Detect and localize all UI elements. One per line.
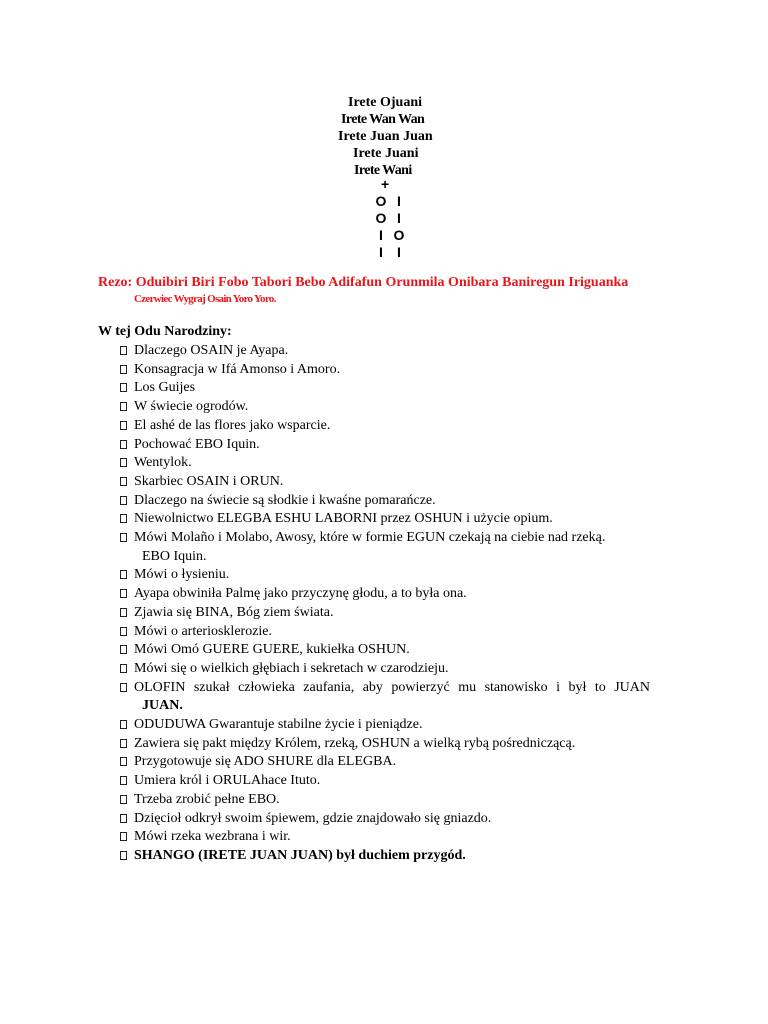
list-item: Pochować EBO Iquin. — [120, 436, 650, 455]
odu-sign-plus: + — [381, 176, 390, 192]
list-item: Mówi o arteriosklerozie. — [120, 623, 650, 642]
list-item: Konsagracja w Ifá Amonso i Amoro. — [120, 361, 650, 380]
list-item: ODUDUWA Gwarantuje stabilne życie i pieniądze. — [120, 716, 650, 735]
list-item: Trzeba zrobić pełne EBO. — [120, 791, 650, 810]
title-irete-wani: Irete Wani — [354, 163, 412, 178]
checkbox-glyph-icon — [120, 346, 127, 355]
list-item: Wentylok. — [120, 454, 650, 473]
odu-sign-row — [372, 193, 408, 209]
list-item-continuation: JUAN. — [142, 698, 183, 714]
checkbox-glyph-icon — [120, 458, 127, 467]
births-list — [120, 342, 650, 866]
checkbox-glyph-icon — [120, 608, 127, 617]
checkbox-glyph-icon — [120, 365, 127, 374]
list-item: Umiera król i ORULAhace Ituto. — [120, 772, 650, 791]
odu-sign-mark: O — [375, 193, 387, 209]
list-item: Mówi rzeka wezbrana i wir. — [120, 828, 650, 847]
checkbox-glyph-icon — [120, 720, 127, 729]
list-item: Mówi o łysieniu. — [120, 566, 650, 585]
checkbox-glyph-icon — [120, 851, 127, 860]
checkbox-glyph-icon — [120, 477, 127, 486]
list-item: Mówi Omó GUERE GUERE, kukiełka OSHUN. — [120, 641, 650, 660]
title-irete-juani: Irete Juani — [353, 146, 419, 161]
list-item-continuation: EBO Iquin. — [142, 548, 207, 564]
list-item: Mówi Molaño i Molabo, Awosy, które w formie EGUN czekają na ciebie nad rzeką. EBO Iquin. — [120, 529, 650, 566]
checkbox-glyph-icon — [120, 570, 127, 579]
checkbox-glyph-icon — [120, 757, 127, 766]
odu-sign-mark: I — [379, 244, 383, 260]
checkbox-glyph-icon — [120, 440, 127, 449]
odu-sign-mark: I — [379, 227, 383, 243]
list-item: OLOFIN szukał człowieka zaufania, aby powierzyć mu stanowisko i był to JUAN JUAN. — [120, 679, 650, 716]
title-irete-wan-wan: Irete Wan Wan — [341, 112, 425, 127]
list-item: Zjawia się BINA, Bóg ziem świata. — [120, 604, 650, 623]
checkbox-glyph-icon — [120, 533, 127, 542]
odu-sign-mark: I — [397, 244, 401, 260]
checkbox-glyph-icon — [120, 496, 127, 505]
rezo-line: Rezo: Oduibiri Biri Fobo Tabori Bebo Adifafun Orunmila Onibara Baniregun Iriguanka — [98, 275, 629, 290]
checkbox-glyph-icon — [120, 664, 127, 673]
odu-sign-mark: I — [397, 193, 401, 209]
list-item: Ayapa obwiniła Palmę jako przyczynę głodu, a to była ona. — [120, 585, 650, 604]
checkbox-glyph-icon — [120, 814, 127, 823]
checkbox-glyph-icon — [120, 514, 127, 523]
section-title: W tej Odu Narodziny: — [98, 324, 232, 339]
checkbox-glyph-icon — [120, 627, 127, 636]
checkbox-glyph-icon — [120, 832, 127, 841]
checkbox-glyph-icon — [120, 645, 127, 654]
checkbox-glyph-icon — [120, 402, 127, 411]
list-item: W świecie ogrodów. — [120, 398, 650, 417]
checkbox-glyph-icon — [120, 683, 127, 692]
odu-sign-row — [372, 227, 408, 243]
odu-sign-mark: I — [397, 210, 401, 226]
checkbox-glyph-icon — [120, 421, 127, 430]
title-irete-ojuani: Irete Ojuani — [348, 95, 423, 110]
list-item: Los Guijes — [120, 379, 650, 398]
odu-sign-mark: O — [393, 227, 405, 243]
title-irete-juan-juan: Irete Juan Juan — [338, 129, 433, 144]
list-item: Dzięcioł odkrył swoim śpiewem, gdzie znajdowało się gniazdo. — [120, 810, 650, 829]
list-item: El ashé de las flores jako wsparcie. — [120, 417, 650, 436]
checkbox-glyph-icon — [120, 739, 127, 748]
list-item: Dlaczego OSAIN je Ayapa. — [120, 342, 650, 361]
odu-sign-row — [372, 210, 408, 226]
list-item: Zawiera się pakt między Królem, rzeką, OSHUN a wielką rybą pośredniczącą. — [120, 735, 650, 754]
odu-sign-mark: O — [375, 210, 387, 226]
checkbox-glyph-icon — [120, 383, 127, 392]
list-item: Dlaczego na świecie są słodkie i kwaśne pomarańcze. — [120, 492, 650, 511]
rezo-subline: Czerwiec Wygraj Osain Yoro Yoro. — [134, 293, 276, 305]
checkbox-glyph-icon — [120, 776, 127, 785]
list-item: Mówi się o wielkich głębiach i sekretach w czarodzieju. — [120, 660, 650, 679]
checkbox-glyph-icon — [120, 589, 127, 598]
list-item: Niewolnictwo ELEGBA ESHU LABORNI przez OSHUN i użycie opium. — [120, 510, 650, 529]
checkbox-glyph-icon — [120, 795, 127, 804]
list-item: SHANGO (IRETE JUAN JUAN) był duchiem przygód. — [120, 847, 650, 866]
odu-sign-row — [372, 244, 408, 260]
list-item: Skarbiec OSAIN i ORUN. — [120, 473, 650, 492]
list-item: Przygotowuje się ADO SHURE dla ELEGBA. — [120, 753, 650, 772]
